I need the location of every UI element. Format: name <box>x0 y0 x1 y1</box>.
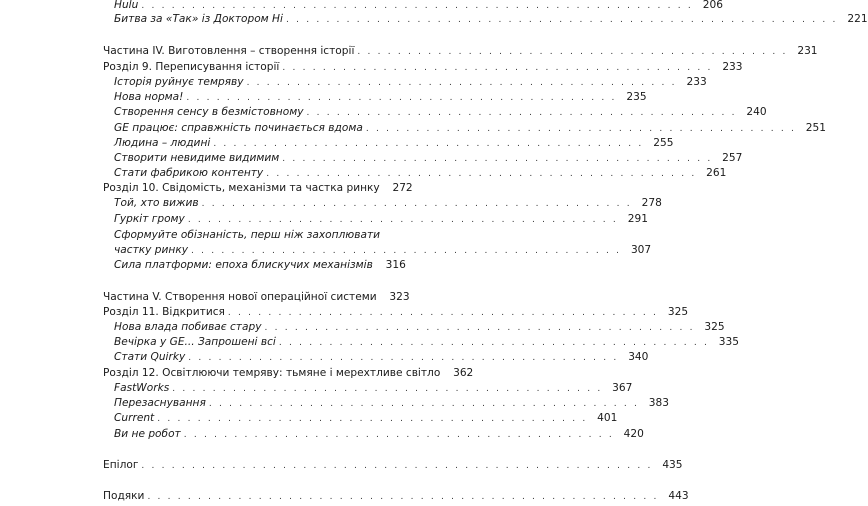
toc-entry-title: Вечірка у GE... Запрошені всі <box>114 336 276 348</box>
toc-entry-page: 221 <box>847 13 868 25</box>
dot-leader: . . . . . . . . . . . . . . . . . . . . . . . . . . . . . . . . . . . . . . . . . . . <box>306 108 737 118</box>
toc-entry-page: 325 <box>704 321 725 333</box>
dot-leader: . . . . . . . . . . . . . . . . . . . . . . . . . . . . . . . . . . . . . . . . . . . . . . . . . . . <box>147 492 659 502</box>
toc-entry-title: Частина V. Створення нової операційної системи <box>103 291 377 303</box>
toc-entry-page: 240 <box>746 106 767 118</box>
dot-leader: . . . . . . . . . . . . . . . . . . . . . . . . . . . . . . . . . . . . . . . . . . . <box>227 308 659 318</box>
toc-entry-title: Стати фабрикою контенту <box>114 167 264 179</box>
toc-entry-title: Ви не робот <box>114 428 181 440</box>
toc-entry-page: 206 <box>702 0 723 11</box>
dot-leader: . . . . . . . . . . . . . . . . . . . . . . . . . . . . . . . . . . . . . . . . . . . <box>264 323 695 333</box>
toc-entry-title: Історія руйнує темряву <box>114 76 244 88</box>
toc-entry-title: Нова влада побиває стару <box>114 321 262 333</box>
dot-leader: . . . . . . . . . . . . . . . . . . . . . . . . . . . . . . . . . . . . . . . . . . . <box>172 384 603 394</box>
toc-entry-page: 383 <box>648 397 670 409</box>
dot-leader: . . . . . . . . . . . . . . . . . . . . . . . . . . . . . . . . . . . . . . . . . . . <box>278 338 710 348</box>
dot-leader: . . . . . . . . . . . . . . . . . . . . . . . . . . . . . . . . . . . . . . . . . . . <box>157 414 588 424</box>
toc-entry-title: Створення сенсу в безмістовному <box>114 106 304 118</box>
toc-entry-page: 307 <box>630 244 652 256</box>
toc-entry-title: Подяки <box>103 490 145 502</box>
dot-leader: . . . . . . . . . . . . . . . . . . . . . . . . . . . . . . . . . . . . . . . . . . . <box>188 353 619 363</box>
toc-entry-title: Розділ 11. Відкритися <box>103 306 225 318</box>
toc-entry-page: 291 <box>627 213 648 225</box>
toc-entry-page: 233 <box>722 61 743 73</box>
toc-entry-page: 362 <box>453 367 474 379</box>
toc-entry-page: 261 <box>706 167 727 179</box>
toc-chapter <box>103 487 689 505</box>
toc-entry-page: 401 <box>597 412 618 424</box>
toc-entry-page: 325 <box>667 306 689 318</box>
toc-entry-title: Розділ 12. Освітлюючи темряву: тьмяне і мерехтливе світло <box>103 367 441 379</box>
toc-entry-page: 316 <box>385 259 406 271</box>
dot-leader: . . . . . . . . . . . . . . . . . . . . . . . . . . . . . . . . . . . . . . . . . . . <box>282 154 713 164</box>
toc-entry-title: Той, хто вижив <box>114 197 199 209</box>
toc-entry-title: Hulu <box>114 0 139 11</box>
toc-entry-page: 231 <box>797 45 818 57</box>
toc-entry-page: 340 <box>628 351 649 363</box>
dot-leader: . . . . . . . . . . . . . . . . . . . . . . . . . . . . . . . . . . . . . . . . . . . <box>365 124 796 134</box>
dot-leader: . . . . . . . . . . . . . . . . . . . . . . . . . . . . . . . . . . . . . . . . . . . <box>282 63 713 73</box>
toc-entry-title: Перезаснування <box>114 397 206 409</box>
toc-entry-page: 435 <box>662 459 683 471</box>
dot-leader: . . . . . . . . . . . . . . . . . . . . . . . . . . . . . . . . . . . . . . . . . . . . . . . . . . . . . . . <box>141 1 693 11</box>
dot-leader: . . . . . . . . . . . . . . . . . . . . . . . . . . . . . . . . . . . . . . . . . . . <box>266 169 697 179</box>
toc-entry-title: Сформуйте обізнаність, перш ніж захоплювати <box>114 229 381 241</box>
toc-entry-page: 443 <box>668 490 689 502</box>
toc-entry-page: 235 <box>626 91 647 103</box>
toc-entry-title: частку ринку <box>114 244 188 256</box>
toc-entry-page: 257 <box>722 152 743 164</box>
toc-entry-page: 278 <box>641 197 662 209</box>
toc-entry-page: 233 <box>686 76 707 88</box>
toc-entry-title: Нова норма! <box>114 91 184 103</box>
dot-leader: . . . . . . . . . . . . . . . . . . . . . . . . . . . . . . . . . . . . . . . . . . . . . . . . . . . <box>141 461 653 471</box>
toc-entry-page: 323 <box>389 291 410 303</box>
toc-entry-title: Створити невидиме видимим <box>114 152 280 164</box>
toc-entry-title: Сила платформи: епоха блискучих механізмів <box>114 259 373 271</box>
toc-entry-page: 255 <box>653 137 674 149</box>
dot-leader: . . . . . . . . . . . . . . . . . . . . . . . . . . . . . . . . . . . . . . . . . . . . . . . . . . . . . . . <box>285 15 838 25</box>
toc-entry <box>114 425 644 443</box>
toc-entry-title: Битва за «Так» із Доктором Ні <box>114 13 283 25</box>
toc-entry-title: Current <box>114 412 155 424</box>
toc-entry-title: Розділ 9. Переписування історії <box>103 61 280 73</box>
toc-entry-page: 251 <box>805 122 826 134</box>
toc-entry-title: Людина – людині <box>114 137 211 149</box>
toc-entry-title: FastWorks <box>114 382 170 394</box>
toc-entry <box>114 256 406 274</box>
dot-leader: . . . . . . . . . . . . . . . . . . . . . . . . . . . . . . . . . . . . . . . . . . . <box>186 93 617 103</box>
dot-leader: . . . . . . . . . . . . . . . . . . . . . . . . . . . . . . . . . . . . . . . . . . . <box>357 47 788 57</box>
toc-entry-title: Стати Quirky <box>114 351 186 363</box>
toc-entry-page: 367 <box>612 382 633 394</box>
dot-leader: . . . . . . . . . . . . . . . . . . . . . . . . . . . . . . . . . . . . . . . . . . . <box>191 246 622 256</box>
toc-entry-title: Частина IV. Виготовлення – створення історії <box>103 45 355 57</box>
toc-chapter <box>103 456 683 474</box>
toc-entry-title: Розділ 10. Свідомість, механізми та частка ринку <box>103 182 380 194</box>
toc-entry-page: 272 <box>392 182 413 194</box>
dot-leader: . . . . . . . . . . . . . . . . . . . . . . . . . . . . . . . . . . . . . . . . . . . <box>187 215 618 225</box>
toc-entry-title: GE працює: справжність починається вдома <box>114 122 363 134</box>
dot-leader: . . . . . . . . . . . . . . . . . . . . . . . . . . . . . . . . . . . . . . . . . . . <box>201 199 632 209</box>
dot-leader: . . . . . . . . . . . . . . . . . . . . . . . . . . . . . . . . . . . . . . . . . . . <box>213 139 644 149</box>
dot-leader: . . . . . . . . . . . . . . . . . . . . . . . . . . . . . . . . . . . . . . . . . . . <box>246 78 677 88</box>
toc-entry <box>114 10 868 28</box>
toc-entry-page: 335 <box>718 336 740 348</box>
toc-entry-title: Епілог <box>103 459 139 471</box>
dot-leader: . . . . . . . . . . . . . . . . . . . . . . . . . . . . . . . . . . . . . . . . . . . <box>208 399 640 409</box>
dot-leader: . . . . . . . . . . . . . . . . . . . . . . . . . . . . . . . . . . . . . . . . . . . <box>183 430 614 440</box>
toc-entry-title: Гуркіт грому <box>114 213 185 225</box>
toc-entry-page: 420 <box>623 428 644 440</box>
